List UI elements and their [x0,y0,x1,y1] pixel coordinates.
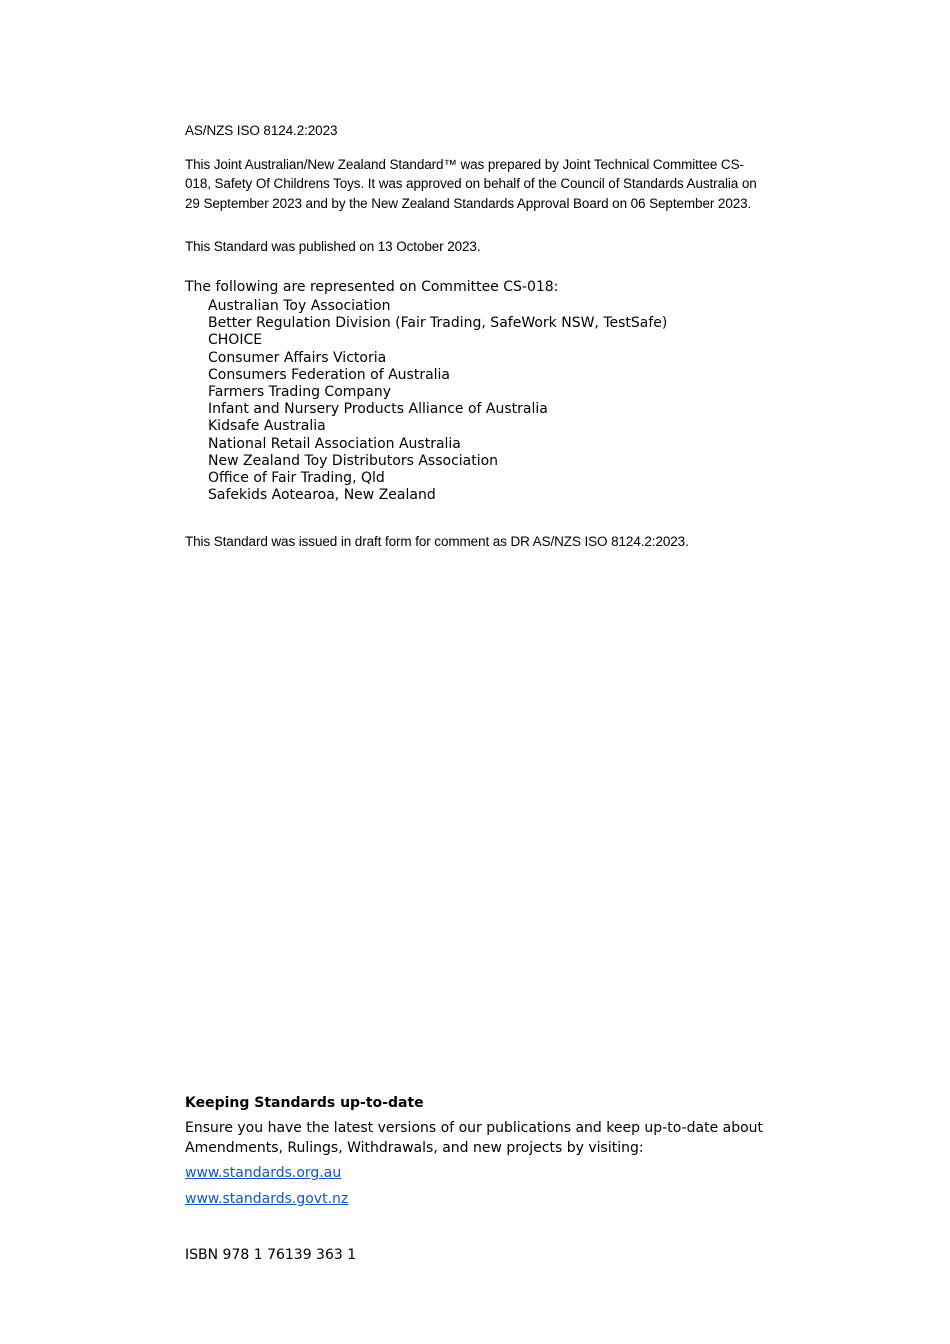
preparation-paragraph: This Joint Australian/New Zealand Standard™ was prepared by Joint Technical Committee CS-018, Safety Of Childrens Toys. It was approved on behalf of the Council of Standards Australia on 29 September 2023 and by the New Zealand Standards Approval Board on 06 September 2023. [185,157,757,211]
standards-new-zealand-link[interactable]: www.standards.govt.nz [185,1191,349,1207]
committee-member: National Retail Association Australia [208,435,461,452]
committee-member: Better Regulation Division (Fair Trading, SafeWork NSW, TestSafe) [208,315,668,332]
committee-member: Infant and Nursery Products Alliance of Australia [208,401,548,418]
committee-member: Office of Fair Trading, Qld [208,469,385,486]
committee-intro: The following are represented on Committee CS-018: [185,279,559,295]
publication-date-statement: This Standard was published on 13 October 2023. [185,239,481,254]
committee-member: Consumers Federation of Australia [208,366,451,383]
committee-member: Safekids Aotearoa, New Zealand [208,487,436,504]
committee-member: New Zealand Toy Distributors Association [208,452,499,469]
committee-member: Australian Toy Association [208,298,391,314]
standard-identifier: AS/NZS ISO 8124.2:2023 [185,123,338,138]
committee-member: CHOICE [208,332,263,349]
committee-member: Kidsafe Australia [208,418,326,435]
keeping-up-to-date-paragraph: Ensure you have the latest versions of our publications and keep up-to-date about Amendments, Rulings, Withdrawals, and new projects by visiting: [185,1120,764,1156]
committee-member-list [208,298,667,504]
keeping-up-to-date-heading: Keeping Standards up-to-date [185,1095,424,1111]
committee-member: Farmers Trading Company [208,383,392,400]
isbn: ISBN 978 1 76139 363 1 [185,1247,357,1263]
standards-australia-link[interactable]: www.standards.org.au [185,1165,342,1181]
draft-note: This Standard was issued in draft form for comment as DR AS/NZS ISO 8124.2:2023. [185,534,689,549]
committee-member: Consumer Affairs Victoria [208,349,387,366]
